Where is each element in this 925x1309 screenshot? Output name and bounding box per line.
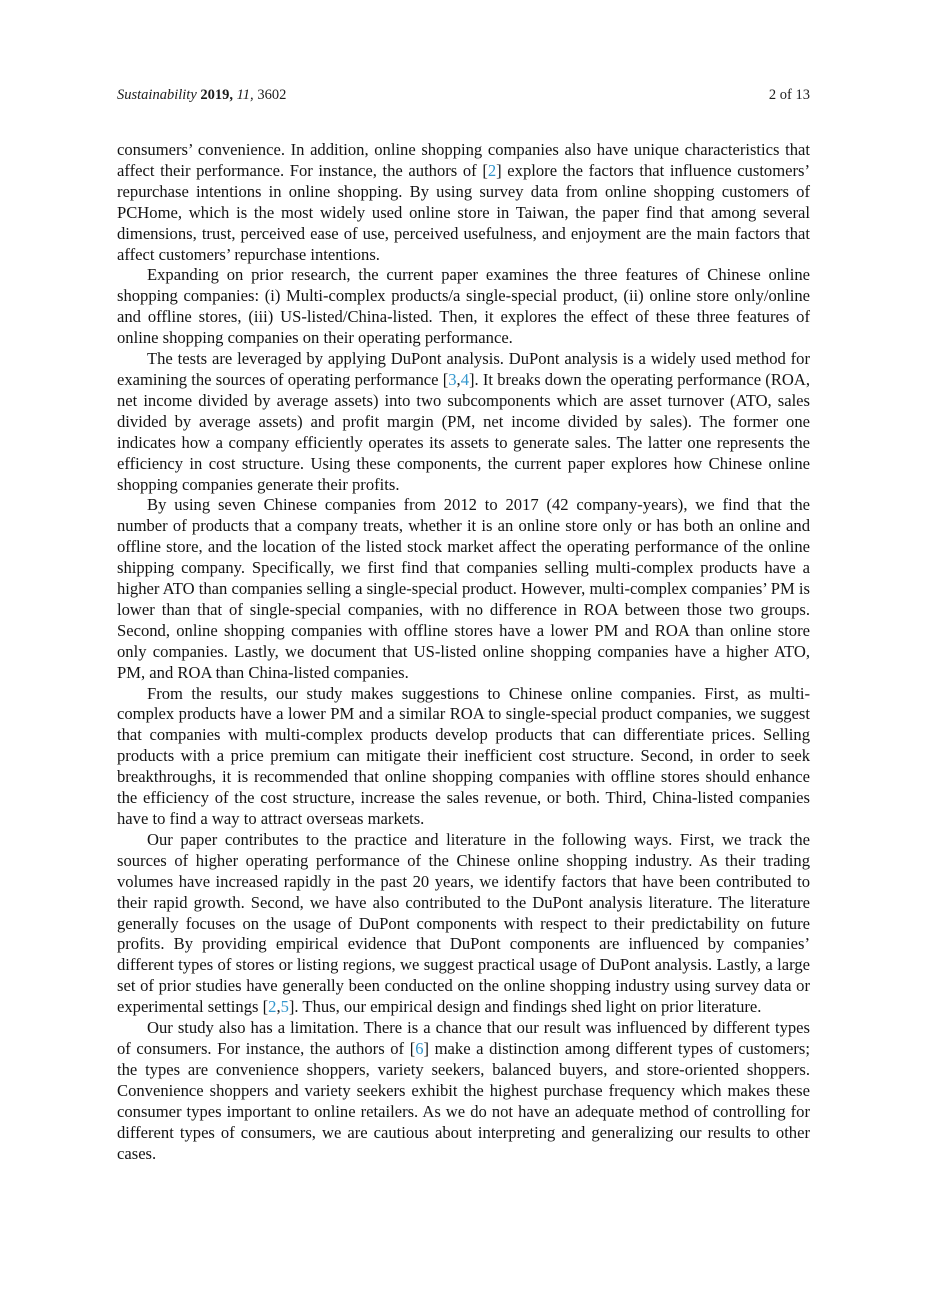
citation-link[interactable]: 4 bbox=[460, 369, 469, 389]
article-body bbox=[117, 140, 810, 1164]
paragraph: Our paper contributes to the practice and literature in the following ways. First, we track the sources of higher operating performance of the Chinese online shopping industry. As their trading volumes have increased rapidly in the past 20 years, we identify factors that have been contributed to their rapid growth. Second, we have also contributed to the DuPont analysis literature. The literature generally focuses on the usage of DuPont components with respect to their predictability on future profits. By providing empirical evidence that DuPont components are influenced by companies’ different types of stores or listing regions, we suggest practical usage of DuPont analysis. Lastly, a large set of prior studies have generally been conducted on the online shopping industry using survey data or experimental settings [2,5]. Thus, our empirical design and findings shed light on prior literature. bbox=[117, 829, 810, 1017]
journal-reference bbox=[117, 87, 286, 104]
paragraph: By using seven Chinese companies from 2012 to 2017 (42 company-years), we find that the number of products that a company treats, whether it is an online store only or has both an online and offline store, and the location of the listed stock market affect the operating performance of the online shipping company. Specifically, we first find that companies selling multi-complex products have a higher ATO than companies selling a single-special product. However, multi-complex companies’ PM is lower than that of single-special companies, with no difference in ROA between those two groups. Second, online shopping companies with offline stores have a lower PM and ROA than online store only companies. Lastly, we document that US-listed online shopping companies have a higher ATO, PM, and ROA than China-listed companies. bbox=[117, 495, 810, 682]
citation-link[interactable]: 2 bbox=[268, 997, 277, 1017]
paragraph: Expanding on prior research, the current paper examines the three features of Chinese online shopping companies: (i) Multi-complex products/a single-special product, (ii) online store only/online and offline stores, (iii) US-listed/China-listed. Then, it explores the effect of these three features of online shopping companies on their operating performance. bbox=[117, 265, 810, 348]
page-number: 2 of 13 bbox=[768, 87, 810, 103]
journal-year: 2019, bbox=[200, 87, 233, 103]
citation-link[interactable]: 2 bbox=[487, 160, 497, 180]
paragraph: From the results, our study makes suggestions to Chinese online companies. First, as multi-complex products have a lower PM and a similar ROA to single-special product companies, we suggest that companies with multi-complex products develop products that can differentiate prices. Selling products with a price premium can mitigate their inefficient cost structure. Second, in order to seek breakthroughs, it is recommended that online shopping companies with offline stores should enhance the efficiency of the cost structure, increase the sales revenue, or both. Third, China-listed companies have to find a way to attract overseas markets. bbox=[117, 683, 810, 828]
page-header bbox=[117, 87, 810, 104]
paragraph: The tests are leveraged by applying DuPont analysis. DuPont analysis is a widely used method for examining the sources of operating performance [3,4]. It breaks down the operating performance (ROA, net income divided by average assets) into two subcomponents which are asset turnover (ATO, sales divided by average assets) and profit margin (PM, net income divided by sales). The former one indicates how a company efficiently operates its assets to generate sales. The latter one represents the efficiency in cost structure. Using these components, the current paper explores how Chinese online shopping companies generate their profits. bbox=[117, 349, 811, 494]
journal-article-number: 3602 bbox=[257, 87, 287, 103]
paragraph: consumers’ convenience. In addition, online shopping companies also have unique characteristics that affect their performance. For instance, the authors of [2] explore the factors that influence customers’ repurchase intentions in online shopping. By using survey data from online shopping customers of PCHome, which is the most widely used online store in Taiwan, the paper find that among several dimensions, trust, perceived ease of use, perceived usefulness, and enjoyment are the main factors that affect customers’ repurchase intentions. bbox=[117, 140, 811, 264]
citation-link[interactable]: 6 bbox=[415, 1038, 424, 1058]
journal-name: Sustainability bbox=[117, 87, 197, 103]
journal-volume: 11, bbox=[236, 87, 254, 103]
citation-link[interactable]: 3 bbox=[448, 369, 457, 389]
citation-link[interactable]: 5 bbox=[280, 997, 289, 1017]
paragraph: Our study also has a limitation. There is a chance that our result was influenced by different types of consumers. For instance, the authors of [6] make a distinction among different types of customers; the types are convenience shoppers, variety seekers, balanced buyers, and store-oriented shoppers. Convenience shoppers and variety seekers exhibit the highest purchase frequency which makes these consumer types important to online retailers. As we do not have an adequate method of controlling for different types of consumers, we are cautious about interpreting and generalizing our results to other cases. bbox=[117, 1018, 810, 1163]
